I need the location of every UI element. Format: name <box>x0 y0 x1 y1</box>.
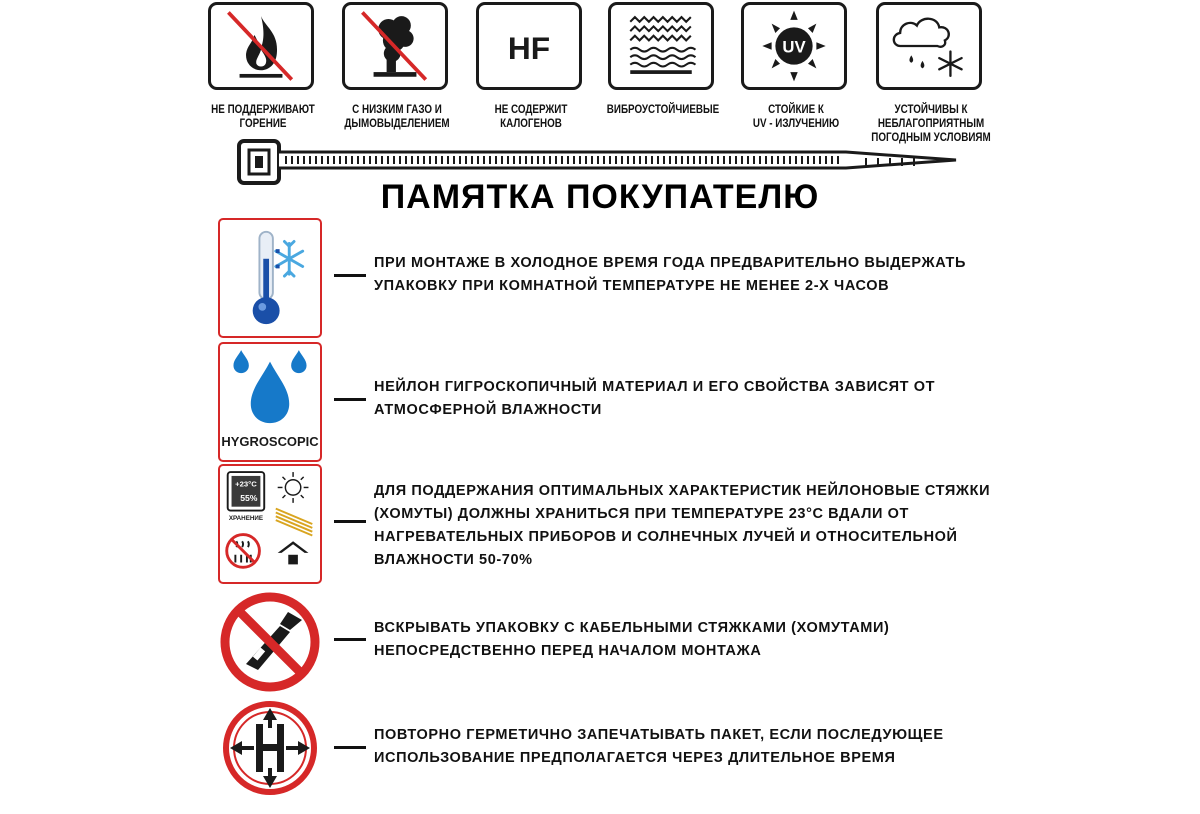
vibration-icon <box>608 2 714 90</box>
memo-text: ПРИ МОНТАЖЕ В ХОЛОДНОЕ ВРЕМЯ ГОДА ПРЕДВАРИТЕЛЬНО ВЫДЕРЖАТЬ УПАКОВКУ ПРИ КОМНАТНОЙ ТЕМПЕРАТУРЕ НЕ МЕНЕЕ 2-Х ЧАСОВ <box>374 255 967 294</box>
memo-item-reseal <box>216 694 986 814</box>
connector-dash <box>334 746 366 749</box>
connector-dash <box>334 398 366 401</box>
connector-dash <box>334 638 366 641</box>
connector-dash <box>334 520 366 523</box>
hf-icon <box>476 2 582 90</box>
weather-icon <box>876 2 982 90</box>
connector-dash <box>334 274 366 277</box>
feature-label: НЕ ПОДДЕРЖИВАЮТ ГОРЕНИЕ <box>211 102 315 130</box>
storage-temp: +23°C <box>235 479 257 489</box>
memo-text: ДЛЯ ПОДДЕРЖАНИЯ ОПТИМАЛЬНЫХ ХАРАКТЕРИСТИК НЕЙЛОНОВЫЕ СТЯЖКИ (ХОМУТЫ) ДОЛЖНЫ ХРАНИТЬСЯ ПРИ ТЕМПЕРАТУРЕ 23°С ВДАЛИ ОТ НАГРЕВАТЕЛЬНЫХ ПРИБОРОВ И СОЛНЕЧНЫХ ЛУЧЕЙ И ОТНОСИТЕЛЬНОЙ ВЛАЖНОСТИ 50-70% <box>374 483 991 568</box>
no-knife-icon <box>218 586 322 706</box>
memo-item-open-package <box>216 586 986 706</box>
feature-label: ВИБРОУСТОЙЧИЕВЫЕ <box>606 102 720 116</box>
page-title: ПАМЯТКА ПОКУПАТЕЛЮ <box>380 178 820 216</box>
memo-item-cold-mounting <box>216 218 986 338</box>
thermometer-snow-icon <box>218 218 322 338</box>
memo-text: ПОВТОРНО ГЕРМЕТИЧНО ЗАПЕЧАТЫВАТЬ ПАКЕТ, ЕСЛИ ПОСЛЕДУЮЩЕЕ ИСПОЛЬЗОВАНИЕ ПРЕДПОЛАГАЕТСЯ ЧЕРЕЗ ДЛИТЕЛЬНОЕ ВРЕМЯ <box>374 727 944 766</box>
storage-label: ХРАНЕНИЕ <box>228 515 264 523</box>
seal-arrows-icon <box>218 694 322 814</box>
memo-item-hygroscopic <box>216 342 986 462</box>
water-drops-icon <box>218 342 322 462</box>
hf-badge: HF <box>507 30 551 67</box>
feature-label: С НИЗКИМ ГАЗО И ДЫМОВЫДЕЛЕНИЕМ <box>344 102 450 130</box>
no-flame-icon <box>208 2 314 90</box>
feature-label: СТОЙКИЕ К UV - ИЗЛУЧЕНИЮ <box>752 102 840 130</box>
feature-label: УСТОЙЧИВЫ К НЕБЛАГОПРИЯТНЫМ ПОГОДНЫМ УСЛОВИЯМ <box>871 102 991 144</box>
memo-item-storage <box>216 464 991 584</box>
memo-text: ВСКРЫВАТЬ УПАКОВКУ С КАБЕЛЬНЫМИ СТЯЖКАМИ (ХОМУТАМИ) НЕПОСРЕДСТВЕННО ПЕРЕД НАЧАЛОМ МОНТАЖА <box>374 620 890 659</box>
no-smoke-icon <box>342 2 448 90</box>
uv-badge: UV <box>782 37 806 57</box>
memo-text: НЕЙЛОН ГИГРОСКОПИЧНЫЙ МАТЕРИАЛ И ЕГО СВОЙСТВА ЗАВИСЯТ ОТ АТМОСФЕРНОЙ ВЛАЖНОСТИ <box>374 379 936 418</box>
storage-conditions-icon <box>218 464 322 584</box>
hygroscopic-badge: HYGROSCOPIC <box>221 434 319 450</box>
uv-sun-icon <box>741 2 847 90</box>
storage-humidity: 55% <box>240 492 258 503</box>
feature-label: НЕ СОДЕРЖИТ КАЛОГЕНОВ <box>494 102 568 130</box>
